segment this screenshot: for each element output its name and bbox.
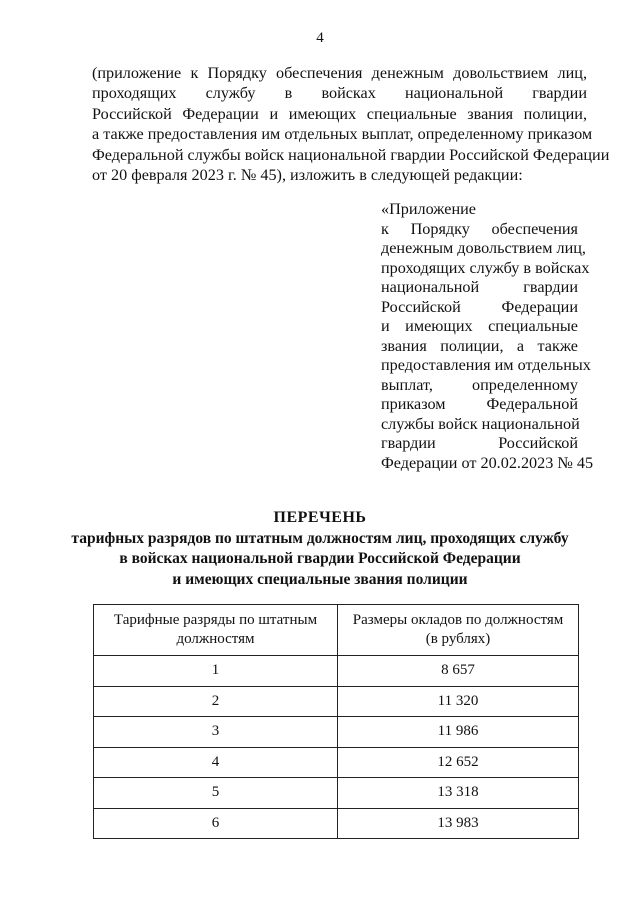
salary-cell: 13 983 (338, 808, 579, 839)
header-text: (в рублях) (425, 631, 491, 647)
table-row (94, 808, 579, 839)
appendix-line: службы войск национальной (381, 414, 580, 433)
intro-line: (приложение к Порядку обеспечения денежным довольствием лиц, (92, 64, 587, 82)
table-header-row (94, 605, 579, 656)
header-text: Размеры окладов по должностям (352, 612, 564, 628)
table-row (94, 717, 579, 748)
page-number: 4 (316, 30, 324, 46)
appendix-line: Российской Федерации (381, 297, 578, 316)
grade-cell: 3 (94, 717, 338, 748)
salary-cell: 12 652 (338, 747, 579, 778)
grade-cell: 1 (94, 656, 338, 687)
intro-line: а также предоставления им отдельных выплат, определенному приказом (92, 125, 593, 144)
salary-cell: 8 657 (338, 656, 579, 687)
grade-cell: 5 (94, 778, 338, 809)
appendix-line: проходящих службу в войсках (381, 258, 590, 277)
heading-title: ПЕРЕЧЕНЬ (273, 509, 367, 526)
table-row (94, 747, 579, 778)
appendix-line: и имеющих специальные (381, 317, 578, 335)
table-row (94, 778, 579, 809)
header-text: должностям (176, 631, 255, 647)
appendix-line: денежным довольствием лиц, (381, 239, 586, 257)
grade-cell: 4 (94, 747, 338, 778)
intro-line: от 20 февраля 2023 г. № 45), изложить в следующей редакции: (92, 165, 523, 184)
appendix-line: национальной гвардии (381, 278, 578, 296)
table-row (94, 656, 579, 687)
intro-line: Российской Федерации и имеющих специальные звания полиции, (92, 104, 587, 123)
header-text: Тарифные разряды по штатным (113, 612, 318, 628)
appendix-line: приказом Федеральной (381, 395, 578, 413)
grade-cell: 2 (94, 686, 338, 717)
column-header-grade (94, 605, 338, 656)
salary-cell: 13 318 (338, 778, 579, 809)
heading-line: в войсках национальной гвардии Российской Федерации (119, 550, 521, 567)
intro-line: Федеральной службы войск национальной гвардии Российской Федерации (92, 145, 610, 164)
salary-cell: 11 320 (338, 686, 579, 717)
appendix-line: гвардии Российской (381, 434, 578, 452)
list-heading (0, 508, 640, 590)
appendix-line: предоставления им отдельных (381, 356, 591, 374)
intro-paragraph (92, 63, 610, 185)
tariff-table (93, 604, 579, 839)
grade-cell: 6 (94, 808, 338, 839)
heading-line: тарифных разрядов по штатным должностям лиц, проходящих службу (71, 529, 569, 547)
appendix-line: выплат, определенному (381, 375, 578, 394)
heading-line: и имеющих специальные звания полиции (172, 570, 468, 588)
intro-line: проходящих службу в войсках национальной гвардии (92, 84, 587, 103)
appendix-line: «Приложение (381, 200, 476, 218)
appendix-line: Федерации от 20.02.2023 № 45 (381, 453, 594, 472)
column-header-salary (338, 605, 579, 656)
appendix-line: звания полиции, а также (381, 336, 578, 355)
table-row (94, 686, 579, 717)
appendix-line: к Порядку обеспечения (381, 219, 578, 238)
appendix-reference (381, 200, 594, 473)
salary-cell: 11 986 (338, 717, 579, 748)
